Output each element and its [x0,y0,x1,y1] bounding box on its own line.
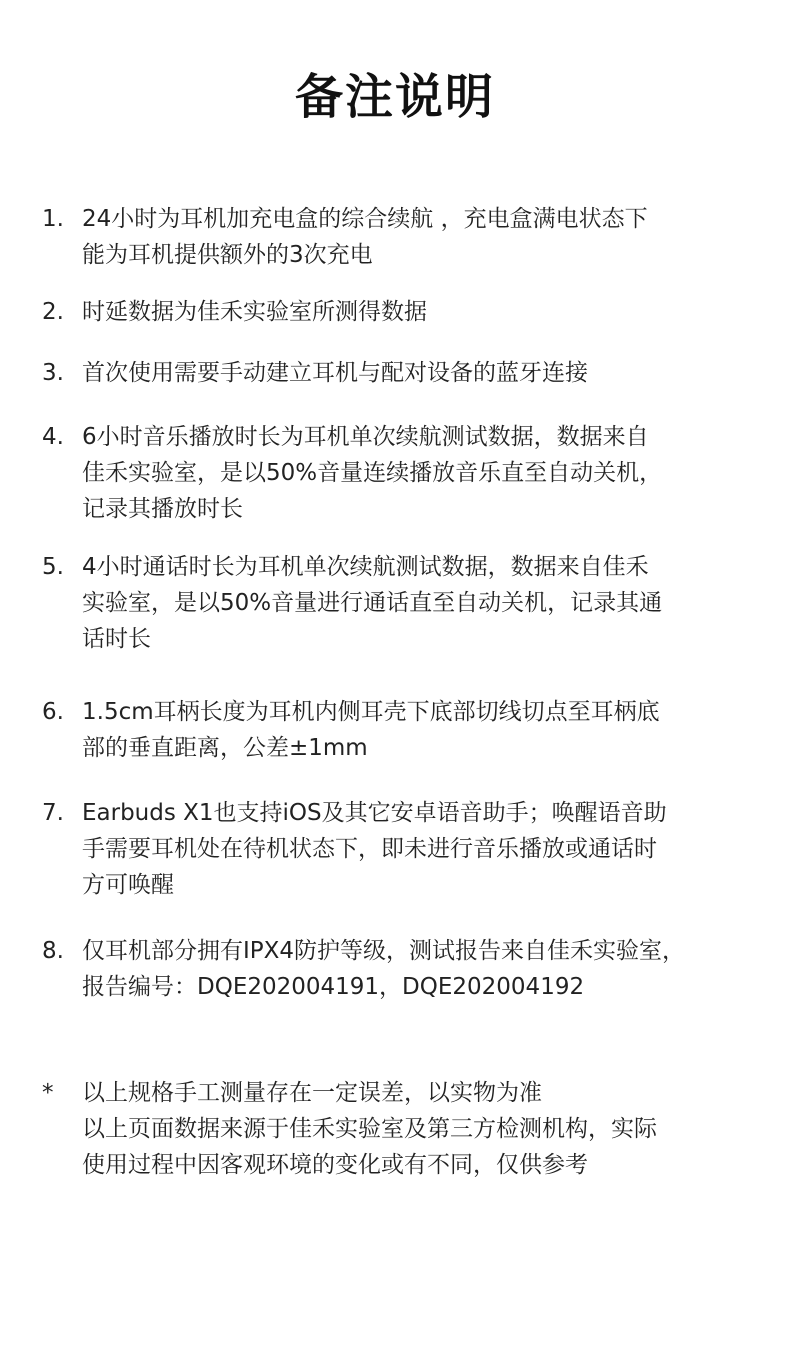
note-line: 报告编号：DQE202004191，DQE202004192 [82,974,585,1000]
note-item-8 [42,933,762,1005]
note-line: 记录其播放时长 [82,496,243,522]
note-item-6 [42,694,762,766]
note-text [82,201,762,273]
disclaimer [42,1075,762,1183]
note-line: 手需要耳机处在待机状态下，即未进行音乐播放或通话时 [82,836,657,862]
note-item-5 [42,549,762,657]
note-line: 话时长 [82,626,151,652]
note-number: 5. [42,554,64,580]
note-text [82,795,762,903]
note-line: 方可唤醒 [82,872,174,898]
note-line: 使用过程中因客观环境的变化或有不同，仅供参考 [82,1152,588,1178]
note-number: 3. [42,360,64,386]
note-line: 仅耳机部分拥有IPX4防护等级，测试报告来自佳禾实验室， [82,938,686,964]
note-line: 6小时音乐播放时长为耳机单次续航测试数据，数据来自 [82,424,649,450]
note-number: 8. [42,938,64,964]
asterisk-marker: * [42,1080,54,1106]
note-text [82,549,762,657]
note-line: 4小时通话时长为耳机单次续航测试数据，数据来自佳禾 [82,554,649,580]
note-item-3 [42,355,762,391]
note-number: 4. [42,424,64,450]
note-line: 1.5cm耳柄长度为耳机内侧耳壳下底部切线切点至耳柄底 [82,699,660,725]
note-line: 能为耳机提供额外的3次充电 [82,242,373,268]
note-text [82,933,762,1005]
note-line: 部的垂直距离，公差±1mm [82,735,368,761]
note-line: 实验室，是以50%音量进行通话直至自动关机，记录其通 [82,590,663,616]
note-line: 佳禾实验室，是以50%音量连续播放音乐直至自动关机， [82,460,663,486]
note-number: 7. [42,800,64,826]
note-line: 以上页面数据来源于佳禾实验室及第三方检测机构，实际 [82,1116,657,1142]
note-item-1 [42,201,762,273]
disclaimer-text [82,1075,762,1183]
note-line: 以上规格手工测量存在一定误差，以实物为准 [82,1080,542,1106]
note-text [82,294,762,330]
note-text [82,419,762,527]
note-item-4 [42,419,762,527]
note-text [82,355,762,391]
page-title: 备注说明 [294,69,495,125]
note-line: 首次使用需要手动建立耳机与配对设备的蓝牙连接 [82,360,588,386]
note-number: 6. [42,699,64,725]
note-line: 24小时为耳机加充电盒的综合续航 ，充电盒满电状态下 [82,206,648,232]
note-item-2 [42,294,762,330]
note-line: 时延数据为佳禾实验室所测得数据 [82,299,427,325]
note-number: 1. [42,206,64,232]
note-item-7 [42,795,762,903]
note-line: Earbuds X1也支持iOS及其它安卓语音助手；唤醒语音助 [82,800,667,826]
note-text [82,694,762,766]
note-number: 2. [42,299,64,325]
